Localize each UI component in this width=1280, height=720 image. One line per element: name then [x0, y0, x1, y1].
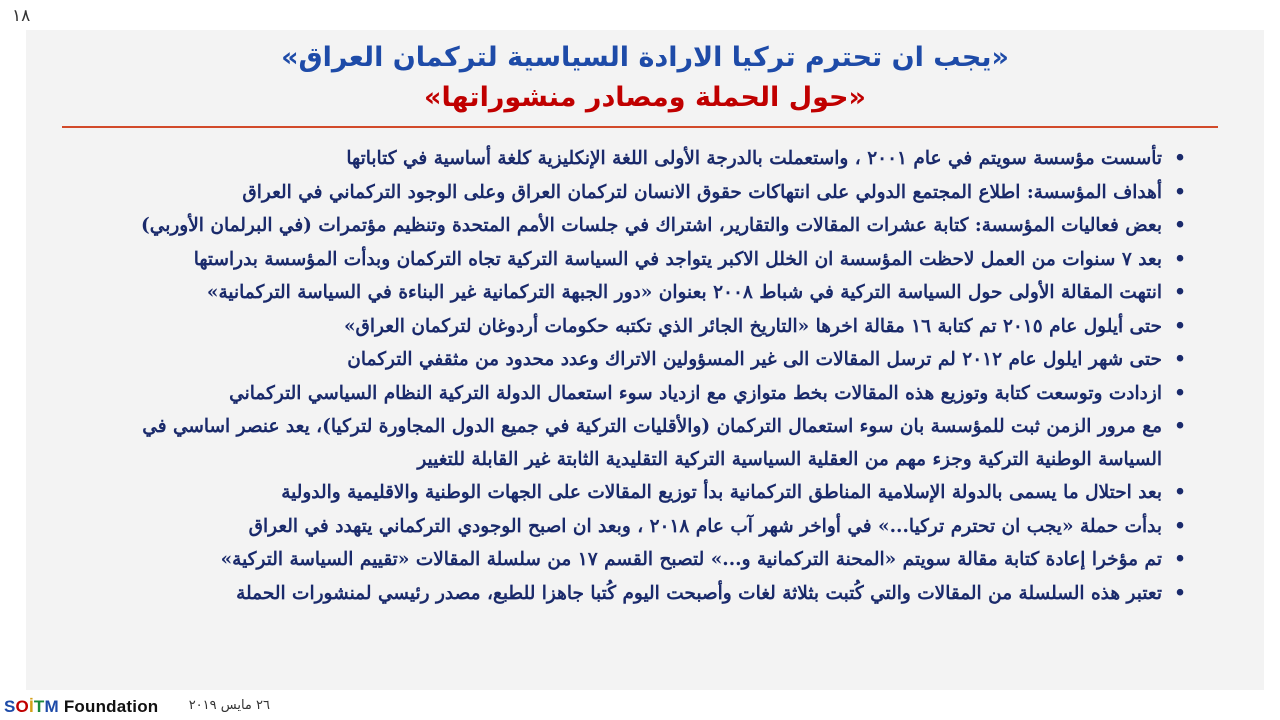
bullet-item: • حتى شهر ايلول عام ٢٠١٢ لم ترسل المقالات الى غير المسؤولين الاتراك وعدد محدود من مثقفي التركمان [96, 343, 1188, 377]
foundation-logo [4, 697, 158, 717]
bullet-item: • تعتبر هذه السلسلة من المقالات والتي كُتبت بثلاثة لغات وأصبحت اليوم كُتبا جاهزا للطبع، مصدر رئيسي لمنشورات الحملة [96, 577, 1188, 611]
footer-date: ٢٦ مايس ٢٠١٩ [188, 698, 270, 713]
slide-title-line-2: «حول الحملة ومصادر منشوراتها» [424, 82, 866, 113]
bullet-item: • بعد ٧ سنوات من العمل لاحظت المؤسسة ان الخلل الاكبر يتواجد في السياسة التركية تجاه التركمان وبدأت المؤسسة بدراستها [96, 243, 1188, 277]
title-divider [62, 126, 1218, 128]
bullet-list [96, 142, 1188, 610]
logo-letter: S [4, 697, 16, 716]
slide-content [26, 30, 1264, 690]
page-number: ١٨ [12, 6, 31, 26]
bullet-item: • مع مرور الزمن ثبت للمؤسسة بان سوء استعمال التركمان (والأقليات التركية في جميع الدول المجاورة لتركيا)، يعد عنصر اساسي في السياسة الوطنية التركية وجزء مهم من العقلية السياسية التركية التقليدية الثابتة غير القابلة للتغيير [96, 410, 1188, 476]
bullet-item: • أهداف المؤسسة: اطلاع المجتمع الدولي على انتهاكات حقوق الانسان لتركمان العراق وعلى الوجود التركماني في العراق [96, 176, 1188, 210]
logo-letter: T [33, 697, 45, 716]
slide-title-line-1: «يجب ان تحترم تركيا الارادة السياسية لتركمان العراق» [281, 42, 1009, 73]
bullet-item: • بعض فعاليات المؤسسة: كتابة عشرات المقالات والتقارير، اشتراك في جلسات الأمم المتحدة وتنظيم مؤتمرات (في البرلمان الأوربي) [96, 209, 1188, 243]
bullet-item: • بعد احتلال ما يسمى بالدولة الإسلامية المناطق التركمانية بدأ توزيع المقالات على الجهات الوطنية والاقليمية والدولية [96, 476, 1188, 510]
bullet-item: • تأسست مؤسسة سويتم في عام ٢٠٠١ ، واستعملت بالدرجة الأولى اللغة الإنكليزية كلغة أساسية في كتاباتها [96, 142, 1188, 176]
bullet-item: • ازدادت وتوسعت كتابة وتوزيع هذه المقالات بخط متوازي مع ازدياد سوء استعمال الدولة التركية النظام السياسي التركماني [96, 377, 1188, 411]
logo-letter: M [44, 697, 59, 716]
bullet-item: • انتهت المقالة الأولى حول السياسة التركية في شباط ٢٠٠٨ بعنوان «دور الجبهة التركمانية غير البناءة في السياسة التركمانية» [96, 276, 1188, 310]
logo-word: Foundation [63, 697, 159, 716]
logo-letter: İ [28, 697, 34, 716]
logo-letter: O [15, 697, 29, 716]
bullet-item: • حتى أيلول عام ٢٠١٥ تم كتابة ١٦ مقالة اخرها «التاريخ الجائر الذي تكتبه حكومات أردوغان لتركمان العراق» [96, 310, 1188, 344]
bullet-item: • بدأت حملة «يجب ان تحترم تركيا...» في أواخر شهر آب عام ٢٠١٨ ، وبعد ان اصبح الوجودي التركماني يتهدد في العراق [96, 510, 1188, 544]
bullet-item: • تم مؤخرا إعادة كتابة مقالة سويتم «المحنة التركمانية و...» لتصبح القسم ١٧ من سلسلة المقالات «تقييم السياسة التركية» [96, 543, 1188, 577]
